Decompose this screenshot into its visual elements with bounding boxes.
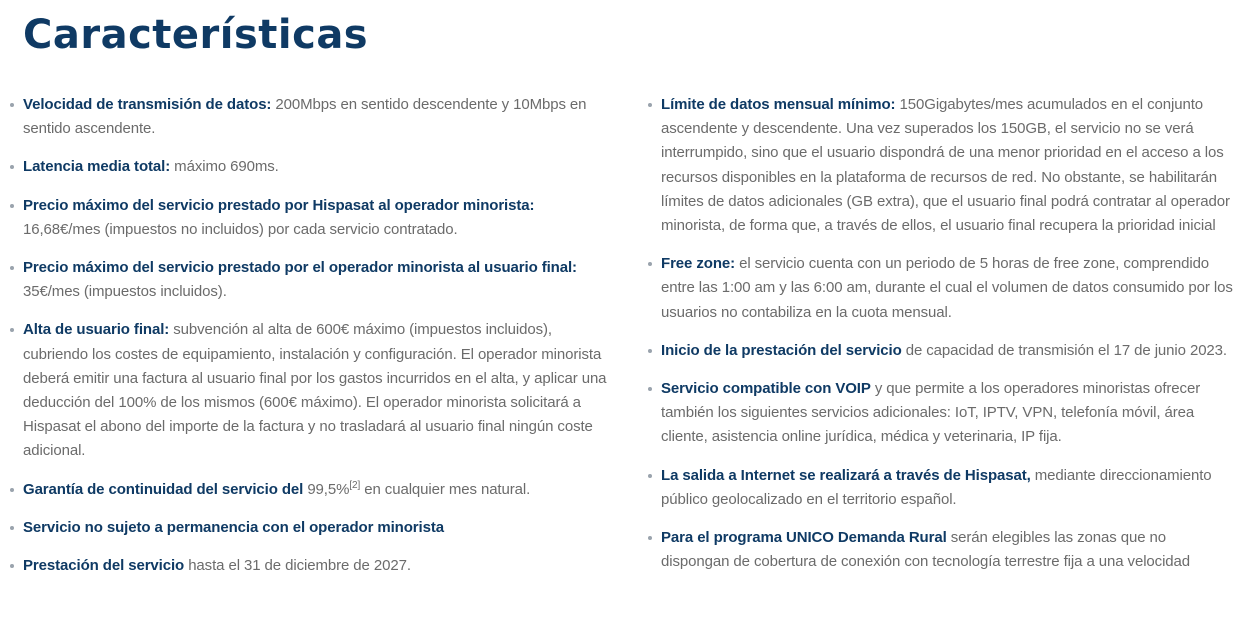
bullet-icon — [10, 526, 14, 530]
features-list-right — [648, 93, 1238, 588]
bullet-icon — [648, 262, 652, 266]
item-lead: Garantía de continuidad del servicio del — [23, 480, 304, 498]
item-lead: Servicio no sujeto a permanencia con el operador minorista — [23, 518, 444, 536]
item-lead: Velocidad de transmisión de datos: — [23, 96, 272, 113]
page-title: Características — [23, 12, 369, 58]
bullet-icon — [10, 103, 14, 107]
list-item-limite-datos — [648, 93, 1238, 238]
list-item-permanencia — [10, 516, 610, 540]
item-text: el servicio cuenta con un periodo de 5 horas de free zone, comprendido entre las 1:00 am y las 6:00 am, durante el cual el volumen de datos consumido por los usuarios no contabiliza en la cuota mensual. — [661, 255, 1233, 321]
item-text: y que permite a los operadores minoristas ofrecer también los siguientes servicios adicionales: IoT, IPTV, VPN, telefonía móvil, área cliente, asistencia online jurídica, médica y veterinaria, IP fija. — [661, 380, 1201, 446]
item-text: 16,68€/mes (impuestos no incluidos) por cada servicio contratado. — [23, 220, 458, 238]
item-text: de capacidad de transmisión el 17 de junio 2023. — [901, 341, 1227, 359]
item-text: 99,5% — [303, 480, 350, 498]
list-item-precio-hispasat — [10, 194, 610, 242]
bullet-icon — [10, 204, 14, 208]
bullet-icon — [10, 488, 14, 492]
item-lead: Límite de datos mensual mínimo: — [661, 96, 896, 113]
item-lead: Alta de usuario final: — [23, 321, 170, 339]
bullet-icon — [10, 328, 14, 332]
item-text: mediante direccionamiento público geolocalizado en el territorio español. — [661, 466, 1212, 508]
bullet-icon — [10, 165, 14, 169]
list-item-prestacion — [10, 554, 610, 578]
item-lead: Servicio compatible con VOIP — [661, 380, 871, 398]
item-lead: La salida a Internet se realizará a través de Hispasat, — [661, 466, 1031, 484]
item-text-after: en cualquier mes natural. — [360, 480, 531, 498]
list-item-latencia — [10, 155, 610, 179]
item-text: 150Gigabytes/mes acumulados en el conjunto ascendente y descendente. Una vez superados los 150GB, el servicio no se verá interrumpido, sino que el usuario dispondrá de una menor prioridad en el acceso a los recursos disponibles en la plataforma de recursos de red. No obstante, se habilitarán límites de datos adicionales (GB extra), que el usuario final podrá contratar al operador minorista, de forma que, a través de ellos, el usuario final recupera la prioridad inicial — [661, 96, 1230, 235]
item-text: hasta el 31 de diciembre de 2027. — [184, 557, 411, 575]
bullet-icon — [10, 266, 14, 270]
list-item-inicio-prestacion — [648, 339, 1238, 363]
item-lead: Precio máximo del servicio prestado por Hispasat al operador minorista: — [23, 196, 535, 214]
item-lead: Inicio de la prestación del servicio — [661, 341, 902, 359]
features-list-left — [10, 93, 610, 592]
list-item-garantia — [10, 478, 610, 502]
list-item-voip — [648, 377, 1238, 450]
bullet-icon — [648, 536, 652, 540]
item-lead: Para el programa UNICO Demanda Rural — [661, 529, 947, 547]
bullet-icon — [648, 474, 652, 478]
list-item-precio-usuario-final — [10, 256, 610, 304]
item-text: serán elegibles las zonas que no dispongan de cobertura de conexión con tecnología terrestre fija a una velocidad — [661, 529, 1191, 571]
item-text: máximo 690ms. — [170, 158, 279, 176]
item-lead: Latencia media total: — [23, 158, 171, 176]
item-text: subvención al alta de 600€ máximo (impuestos incluidos), cubriendo los costes de equipamiento, instalación y configuración. El operador minorista deberá emitir una factura al usuario final por los gastos incurridos en el alta, y aplicar una deducción del 100% de los mismos (600€ máximo). El operador minorista solicitará a Hispasat el abono del importe de la factura y no trasladará al usuario final ningún coste adicional. — [23, 321, 607, 460]
list-item-salida-internet — [648, 464, 1238, 512]
footnote-link[interactable]: [2] — [349, 479, 361, 491]
item-text: 35€/mes (impuestos incluidos). — [23, 283, 227, 301]
item-lead: Free zone: — [661, 255, 736, 273]
item-lead: Precio máximo del servicio prestado por el operador minorista al usuario final: — [23, 259, 577, 277]
bullet-icon — [648, 103, 652, 107]
bullet-icon — [10, 564, 14, 568]
bullet-icon — [648, 349, 652, 353]
item-lead: Prestación del servicio — [23, 557, 185, 575]
item-text: 200Mbps en sentido descendente y 10Mbps en sentido ascendente. — [23, 96, 587, 138]
list-item-unico-demanda-rural — [648, 526, 1238, 574]
list-item-velocidad — [10, 93, 610, 141]
list-item-free-zone — [648, 252, 1238, 325]
bullet-icon — [648, 387, 652, 391]
list-item-alta-usuario — [10, 318, 610, 463]
